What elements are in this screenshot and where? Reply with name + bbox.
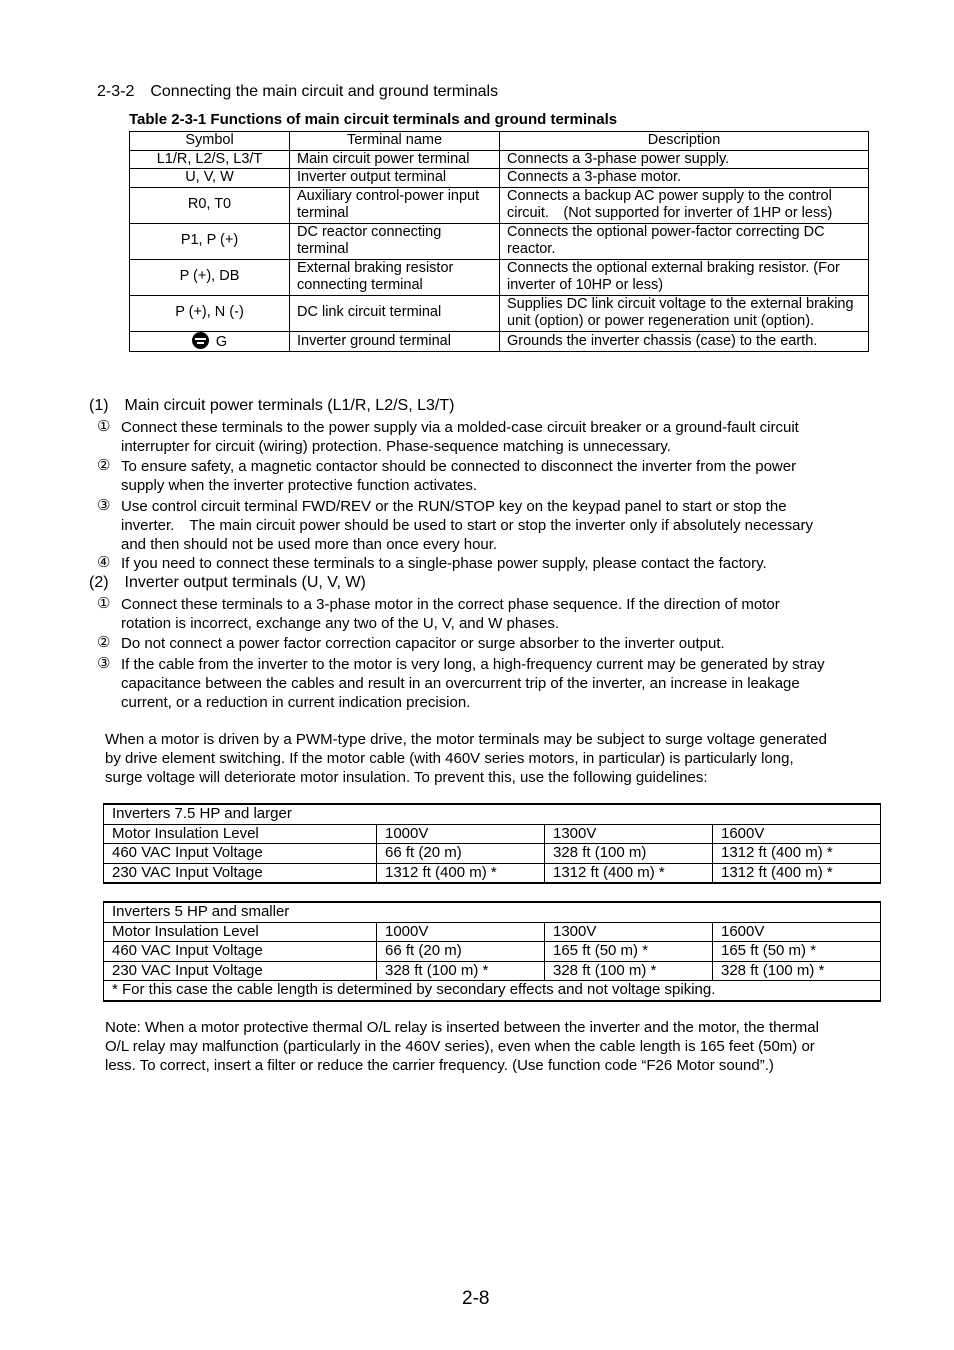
table-row [104, 942, 881, 962]
subsection-1-heading: (1) Main circuit power terminals (L1/R, L2/S, L3/T) [89, 397, 455, 414]
description-cell: Grounds the inverter chassis (case) to the earth. [500, 331, 869, 352]
table-title: Table 2-3-1 Functions of main circuit terminals and ground terminals [129, 111, 618, 128]
item-marker: ③ [97, 655, 111, 672]
terminal-name-cell: DC link circuit terminal [290, 295, 500, 331]
page-number: 2-8 [462, 1288, 490, 1309]
pwm-paragraph [105, 730, 880, 787]
item-marker: ④ [97, 554, 111, 571]
table-cell: 328 ft (100 m) * [377, 961, 545, 981]
terminal-name-cell: External braking resistor connecting terminal [290, 259, 500, 295]
item-line: Use control circuit terminal FWD/REV or the RUN/STOP key on the keypad panel to start or stop the [121, 498, 787, 515]
table-footnote: * For this case the cable length is determined by secondary effects and not voltage spiking. [104, 981, 881, 1001]
list-item [121, 655, 825, 712]
symbol-cell: P1, P (+) [130, 223, 290, 259]
header-terminal-name: Terminal name [290, 132, 500, 151]
ground-symbol-label: G [215, 333, 228, 350]
table-cell: Motor Insulation Level [104, 922, 377, 942]
item-line: interrupter for circuit (wiring) protection. Phase-sequence matching is unnecessary. [121, 438, 671, 455]
item-line: current, or a reduction in current indication precision. [121, 694, 471, 711]
table-row [130, 187, 869, 223]
item-line: inverter. The main circuit power should be used to start or stop the inverter only if absolutely necessary [121, 517, 813, 534]
item-line: Connect these terminals to the power supply via a molded-case circuit breaker or a ground-fault circuit [121, 419, 799, 436]
paragraph-line: Note: When a motor protective thermal O/L relay is inserted between the inverter and the motor, the thermal [105, 1019, 819, 1036]
table-cell: 1312 ft (400 m) * [713, 863, 881, 883]
terminal-name-cell: Inverter ground terminal [290, 331, 500, 352]
table-cell: 460 VAC Input Voltage [104, 942, 377, 962]
item-line: rotation is incorrect, exchange any two of the U, V, and W phases. [121, 615, 560, 632]
table-cell: 165 ft (50 m) * [545, 942, 713, 962]
symbol-cell [130, 331, 290, 352]
table-title-cell: Inverters 7.5 HP and larger [104, 804, 881, 824]
item-line: and then should not be used more than once every hour. [121, 536, 498, 553]
terminal-name-cell: Auxiliary control-power input terminal [290, 187, 500, 223]
item-line: capacitance between the cables and result in an overcurrent trip of the inverter, an increase in leakage [121, 675, 800, 692]
table-row [130, 223, 869, 259]
table-row [104, 922, 881, 942]
item-marker: ① [97, 595, 111, 612]
item-marker: ① [97, 418, 111, 435]
symbol-cell: U, V, W [130, 169, 290, 188]
item-line: If the cable from the inverter to the motor is very long, a high-frequency current may be generated by stray [121, 656, 825, 673]
ground-icon [192, 332, 209, 349]
terminal-name-cell: DC reactor connecting terminal [290, 223, 500, 259]
table-cell: 328 ft (100 m) * [713, 961, 881, 981]
list-item [121, 457, 796, 495]
table-footnote-row [104, 981, 881, 1001]
table-cell: Motor Insulation Level [104, 824, 377, 844]
header-symbol: Symbol [130, 132, 290, 151]
table-row [130, 150, 869, 169]
item-marker: ② [97, 457, 111, 474]
paragraph-line: O/L relay may malfunction (particularly in the 460V series), even when the cable length is 165 feet (50m) or [105, 1038, 815, 1055]
table-cell: 1312 ft (400 m) * [377, 863, 545, 883]
paragraph-line: by drive element switching. If the motor cable (with 460V series motors, in particular) is particularly long, [105, 750, 794, 767]
table-cell: 1000V [377, 922, 545, 942]
description-cell: Connects a 3-phase motor. [500, 169, 869, 188]
symbol-cell: R0, T0 [130, 187, 290, 223]
table-cell: 230 VAC Input Voltage [104, 961, 377, 981]
item-line: Connect these terminals to a 3-phase motor in the correct phase sequence. If the direction of motor [121, 596, 780, 613]
description-cell: Connects a backup AC power supply to the control circuit. (Not supported for inverter of 1HP or less) [500, 187, 869, 223]
item-marker: ③ [97, 497, 111, 514]
table-cell: 230 VAC Input Voltage [104, 863, 377, 883]
table-title-row [104, 804, 881, 824]
table-cell: 1600V [713, 922, 881, 942]
table-header-row [130, 132, 869, 151]
table-cell: 1300V [545, 824, 713, 844]
symbol-cell: P (+), N (-) [130, 295, 290, 331]
note-paragraph [105, 1018, 880, 1075]
terminal-name-cell: Main circuit power terminal [290, 150, 500, 169]
table-row [104, 844, 881, 864]
item-marker: ② [97, 634, 111, 651]
symbol-cell: L1/R, L2/S, L3/T [130, 150, 290, 169]
item-line: To ensure safety, a magnetic contactor should be connected to disconnect the inverter from the power [121, 458, 797, 475]
voltage-table-large [103, 803, 881, 884]
description-cell: Connects a 3-phase power supply. [500, 150, 869, 169]
description-cell: Connects the optional power-factor correcting DC reactor. [500, 223, 869, 259]
item-line: supply when the inverter protective function activates. [121, 477, 478, 494]
table-cell: 1300V [545, 922, 713, 942]
table-cell: 66 ft (20 m) [377, 844, 545, 864]
table-cell: 1312 ft (400 m) * [545, 863, 713, 883]
table-row [130, 331, 869, 352]
table-cell: 165 ft (50 m) * [713, 942, 881, 962]
description-cell: Connects the optional external braking resistor. (For inverter of 10HP or less) [500, 259, 869, 295]
header-description: Description [500, 132, 869, 151]
list-item [121, 497, 813, 554]
table-cell: 1000V [377, 824, 545, 844]
list-item [121, 634, 725, 653]
item-line: If you need to connect these terminals to a single-phase power supply, please contact the factory. [121, 555, 767, 572]
symbol-cell: P (+), DB [130, 259, 290, 295]
table-cell: 1600V [713, 824, 881, 844]
paragraph-line: surge voltage will deteriorate motor insulation. To prevent this, use the following guidelines: [105, 769, 708, 786]
table-cell: 328 ft (100 m) [545, 844, 713, 864]
table-title-row [104, 902, 881, 922]
section-heading: 2-3-2 Connecting the main circuit and ground terminals [97, 83, 499, 100]
subsection-2-heading: (2) Inverter output terminals (U, V, W) [89, 574, 366, 591]
table-row [104, 824, 881, 844]
list-item [121, 595, 780, 633]
paragraph-line: less. To correct, insert a filter or reduce the carrier frequency. (Use function code “F26 Motor sound”.) [105, 1057, 774, 1074]
table-cell: 460 VAC Input Voltage [104, 844, 377, 864]
terminal-functions-table [129, 131, 869, 352]
table-row [130, 169, 869, 188]
table-cell: 1312 ft (400 m) * [713, 844, 881, 864]
description-cell: Supplies DC link circuit voltage to the external braking unit (option) or power regeneration unit (option). [500, 295, 869, 331]
list-item [121, 418, 799, 456]
table-row [104, 961, 881, 981]
table-title-cell: Inverters 5 HP and smaller [104, 902, 881, 922]
table-row [104, 863, 881, 883]
terminal-name-cell: Inverter output terminal [290, 169, 500, 188]
table-row [130, 295, 869, 331]
table-cell: 328 ft (100 m) * [545, 961, 713, 981]
list-item [121, 554, 767, 573]
paragraph-line: When a motor is driven by a PWM-type drive, the motor terminals may be subject to surge voltage generated [105, 731, 827, 748]
table-row [130, 259, 869, 295]
table-cell: 66 ft (20 m) [377, 942, 545, 962]
voltage-table-small [103, 901, 881, 1002]
item-line: Do not connect a power factor correction capacitor or surge absorber to the inverter output. [121, 635, 725, 652]
